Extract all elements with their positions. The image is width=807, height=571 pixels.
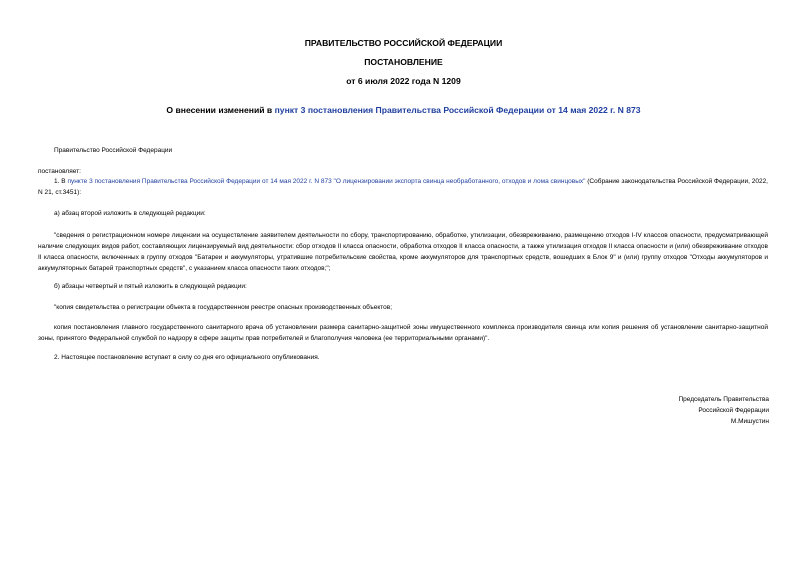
subject-link[interactable]: пункт 3 постановления Правительства Российской Федерации от 14 мая 2022 г. N 873 bbox=[274, 105, 641, 115]
item-1-paragraph bbox=[38, 176, 768, 198]
signature-block bbox=[678, 394, 769, 427]
date-number-heading: от 6 июля 2022 года N 1209 bbox=[346, 76, 461, 86]
item-1-suffix: (Собрание законодательства Российской Федерации, 2022, N 21, ст.3451): bbox=[38, 178, 768, 196]
item-1-prefix: 1. В bbox=[54, 178, 68, 185]
subject-heading bbox=[0, 105, 807, 116]
decides-text: постановляет: bbox=[38, 168, 81, 175]
item-b-quote-2: копия постановления главного государственного санитарного врача об установлении размера санитарно-защитной зоны имущественного комплекса производителя свинца или копия решения об установлении санитарно-защитной зоны, принятого Федеральной службой по надзору в сфере защиты прав потребителей и благополучия человека (ее территориальными органами)". bbox=[38, 324, 768, 342]
issuer-heading: ПРАВИТЕЛЬСТВО РОССИЙСКОЙ ФЕДЕРАЦИИ bbox=[304, 38, 503, 48]
item-b-paragraph: б) абзацы четвертый и пятый изложить в следующей редакции: bbox=[54, 283, 247, 290]
item-1-link[interactable]: пункте 3 постановления Правительства Российской Федерации от 14 мая 2022 г. N 873 "О лицензировании экспорта свинца необработанного, отходов и лома свинцовых" bbox=[67, 178, 586, 185]
item-a-quote: "сведения о регистрационном номере лицензии на осуществление заявителем деятельности по сбору, транспортированию, обработке, утилизации, обезвреживанию, размещению отходов I-IV классов опасности, предусматривающей наличие следующих видов работ, составляющих лицензируемый вид деятельности: сбор отходов II класса опасности, обработка отходов II класса опасности, а также утилизация отходов II класса опасности и (или) обезвреживание отходов II класса опасности, включенных в группу отходов "Батареи и аккумуляторы, утратившие потребительские свойства, кроме аккумуляторов для транспортных средств, вошедших в Блок 9" и (или) группу отходов "Отходы аккумуляторов и аккумуляторных батарей транспортных средств", с указанием класса опасности таких отходов;"; bbox=[38, 232, 768, 272]
item-2-paragraph: 2. Настоящее постановление вступает в силу со дня его официального опубликования. bbox=[54, 354, 320, 361]
signatory-name: М.Мишустин bbox=[730, 418, 769, 425]
subject-prefix: О внесении изменений в bbox=[166, 105, 275, 115]
signature-title-line-1: Председатель Правительства bbox=[678, 396, 769, 403]
document-type-heading: ПОСТАНОВЛЕНИЕ bbox=[364, 57, 443, 67]
item-b-quote-1: "копия свидетельства о регистрации объекта в государственном реестре опасных производственных объектов; bbox=[54, 304, 393, 311]
government-text: Правительство Российской Федерации bbox=[54, 147, 173, 154]
signature-title-line-2: Российской Федерации bbox=[698, 407, 769, 414]
item-a-paragraph: а) абзац второй изложить в следующей редакции: bbox=[54, 210, 206, 217]
